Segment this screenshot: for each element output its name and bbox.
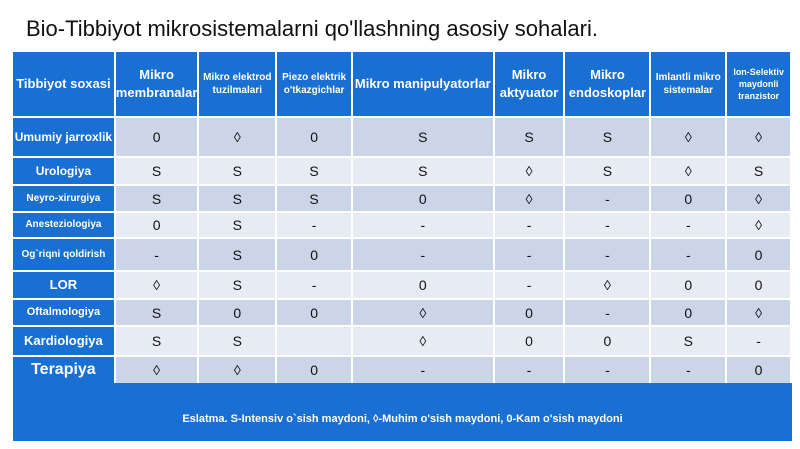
table-cell: S bbox=[352, 157, 494, 185]
col-header-electrodes: Mikro elektrod tuzilmalari bbox=[198, 52, 276, 117]
table-cell: - bbox=[352, 212, 494, 238]
row-header: LOR bbox=[13, 271, 115, 299]
table-cell: S bbox=[494, 117, 565, 157]
header-row bbox=[13, 52, 791, 117]
col-header-manipulators: Mikro manipulyatorlar bbox=[352, 52, 494, 117]
table-cell: ◊ bbox=[726, 212, 791, 238]
table-cell: ◊ bbox=[115, 271, 199, 299]
table-cell: ◊ bbox=[352, 299, 494, 326]
row-header: Urologiya bbox=[13, 157, 115, 185]
table-cell: ◊ bbox=[726, 185, 791, 212]
row-header: Umumiy jarroxlik bbox=[13, 117, 115, 157]
table-cell: S bbox=[198, 185, 276, 212]
table-panel bbox=[13, 52, 792, 441]
table-cell: - bbox=[352, 238, 494, 271]
table-cell: S bbox=[115, 326, 199, 356]
table-cell: ◊ bbox=[650, 117, 726, 157]
table-cell: 0 bbox=[352, 271, 494, 299]
table-cell: - bbox=[650, 212, 726, 238]
table-row bbox=[13, 157, 791, 185]
table-cell: S bbox=[726, 157, 791, 185]
table-cell: S bbox=[276, 157, 352, 185]
table-cell: S bbox=[198, 212, 276, 238]
col-header-implants: Imlantli mikro sistemalar bbox=[650, 52, 726, 117]
table-cell: S bbox=[352, 117, 494, 157]
col-header-field: Tibbiyot soxasi bbox=[13, 52, 115, 117]
table-cell: 0 bbox=[276, 117, 352, 157]
table-cell: - bbox=[494, 271, 565, 299]
table-cell: - bbox=[564, 185, 650, 212]
table-cell: ◊ bbox=[494, 157, 565, 185]
table-cell: 0 bbox=[115, 117, 199, 157]
table-cell: 0 bbox=[564, 326, 650, 356]
table-cell: - bbox=[650, 356, 726, 383]
table-cell: - bbox=[564, 299, 650, 326]
table-cell: ◊ bbox=[352, 326, 494, 356]
table-cell: ◊ bbox=[198, 356, 276, 383]
table-cell: ◊ bbox=[726, 299, 791, 326]
applications-table bbox=[13, 52, 792, 383]
table-cell: - bbox=[494, 212, 565, 238]
col-header-actuator: Mikro aktyuator bbox=[494, 52, 565, 117]
table-cell: S bbox=[115, 299, 199, 326]
table-cell: - bbox=[352, 356, 494, 383]
table-cell: S bbox=[115, 185, 199, 212]
table-cell: S bbox=[198, 271, 276, 299]
table-cell: 0 bbox=[198, 299, 276, 326]
table-cell bbox=[276, 326, 352, 356]
row-header: Terapiya bbox=[13, 356, 115, 383]
table-cell: 0 bbox=[650, 185, 726, 212]
table-cell: 0 bbox=[494, 326, 565, 356]
table-cell: ◊ bbox=[494, 185, 565, 212]
col-header-isfet: Ion-Selektiv maydonli tranzistor bbox=[726, 52, 791, 117]
row-header: Kardiologiya bbox=[13, 326, 115, 356]
row-header: Anesteziologiya bbox=[13, 212, 115, 238]
row-header: Oftalmologiya bbox=[13, 299, 115, 326]
table-cell: - bbox=[115, 238, 199, 271]
col-header-piezo: Piezo elektrik o'tkazgichlar bbox=[276, 52, 352, 117]
table-cell: 0 bbox=[115, 212, 199, 238]
table-row bbox=[13, 212, 791, 238]
table-cell: - bbox=[494, 238, 565, 271]
table-cell: 0 bbox=[276, 238, 352, 271]
table-cell: 0 bbox=[650, 299, 726, 326]
table-cell: S bbox=[115, 157, 199, 185]
table-cell: 0 bbox=[726, 356, 791, 383]
table-cell: 0 bbox=[494, 299, 565, 326]
table-cell: ◊ bbox=[115, 356, 199, 383]
table-cell: - bbox=[276, 271, 352, 299]
col-header-membranes: Mikro membranalar bbox=[115, 52, 199, 117]
table-cell: 0 bbox=[276, 356, 352, 383]
table-row bbox=[13, 356, 791, 383]
table-row bbox=[13, 117, 791, 157]
table-cell: S bbox=[198, 238, 276, 271]
table-cell: ◊ bbox=[198, 117, 276, 157]
table-row bbox=[13, 299, 791, 326]
page-title: Bio-Tibbiyot mikrosistemalarni qo'llashning asosiy sohalari. bbox=[26, 16, 598, 41]
table-cell: 0 bbox=[726, 271, 791, 299]
table-cell: S bbox=[198, 326, 276, 356]
table-cell: - bbox=[564, 356, 650, 383]
table-row bbox=[13, 238, 791, 271]
table-cell: 0 bbox=[726, 238, 791, 271]
table-cell: - bbox=[276, 212, 352, 238]
table-cell: - bbox=[494, 356, 565, 383]
table-cell: ◊ bbox=[726, 117, 791, 157]
table-cell: - bbox=[726, 326, 791, 356]
row-header: Og`riqni qoldirish bbox=[13, 238, 115, 271]
table-cell: 0 bbox=[650, 271, 726, 299]
table-cell: ◊ bbox=[650, 157, 726, 185]
table-cell: - bbox=[650, 238, 726, 271]
table-cell: ◊ bbox=[564, 271, 650, 299]
table-cell: S bbox=[650, 326, 726, 356]
table-cell: S bbox=[564, 117, 650, 157]
table-row bbox=[13, 185, 791, 212]
table-cell: S bbox=[276, 185, 352, 212]
row-header: Neyro-xirurgiya bbox=[13, 185, 115, 212]
table-cell: S bbox=[564, 157, 650, 185]
col-header-endoscopes: Mikro endoskoplar bbox=[564, 52, 650, 117]
table-cell: - bbox=[564, 212, 650, 238]
table-cell: 0 bbox=[352, 185, 494, 212]
table-row bbox=[13, 326, 791, 356]
legend-note: Eslatma. S-Intensiv o`sish maydoni, ◊-Muhim o'sish maydoni, 0-Kam o'sish maydoni bbox=[182, 413, 623, 425]
table-row bbox=[13, 271, 791, 299]
table-cell: - bbox=[564, 238, 650, 271]
table-cell: S bbox=[198, 157, 276, 185]
table-cell: 0 bbox=[276, 299, 352, 326]
